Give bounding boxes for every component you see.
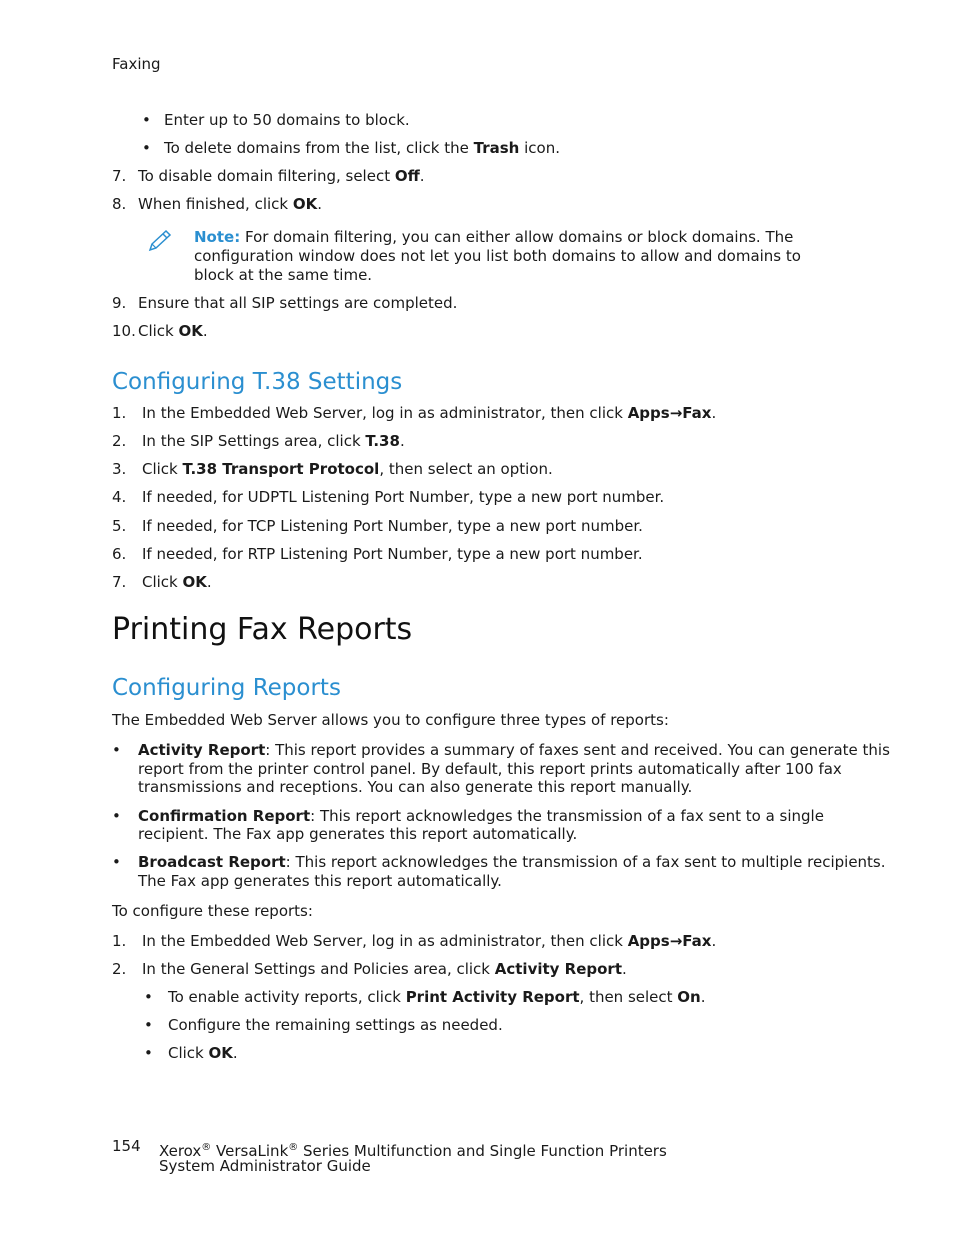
bullet-icon: •: [142, 139, 151, 157]
intro-paragraph: The Embedded Web Server allows you to configure three types of reports:: [112, 711, 669, 729]
bullet-icon: •: [142, 111, 151, 129]
list-item: • Activity Report: This report provides a summary of faxes sent and received. You can generate this: [112, 741, 890, 759]
step-item: 5. If needed, for TCP Listening Port Number, type a new port number.: [112, 517, 643, 535]
paragraph: To configure these reports:: [112, 902, 313, 920]
note-line-1: Note: For domain filtering, you can either allow domains or block domains. The: [194, 228, 794, 246]
step-item: 9. Ensure that all SIP settings are completed.: [112, 294, 458, 312]
bullet-icon: •: [112, 741, 121, 759]
running-header: Faxing: [112, 55, 161, 73]
bullet-icon: •: [112, 807, 121, 825]
list-item-continuation: transmissions and receptions. You can also generate this report manually.: [138, 778, 693, 796]
list-item: • To delete domains from the list, click the Trash icon.: [142, 139, 560, 157]
step-item: 6. If needed, for RTP Listening Port Number, type a new port number.: [112, 545, 643, 563]
page-title: Printing Fax Reports: [112, 612, 413, 647]
list-item: • To enable activity reports, click Print Activity Report, then select On.: [144, 988, 706, 1006]
bullet-icon: •: [112, 853, 121, 871]
bullet-icon: •: [144, 988, 153, 1006]
list-item: • Broadcast Report: This report acknowledges the transmission of a fax sent to multiple recipients.: [112, 853, 886, 871]
step-item: 1. In the Embedded Web Server, log in as administrator, then click Apps→Fax.: [112, 404, 717, 422]
step-item: 3. Click T.38 Transport Protocol, then select an option.: [112, 460, 553, 478]
list-item: • Confirmation Report: This report acknowledges the transmission of a fax sent to a single: [112, 807, 824, 825]
list-item: • Click OK.: [144, 1044, 238, 1062]
pencil-icon: [146, 228, 174, 258]
footer-line-1: Xerox® VersaLink® Series Multifunction and Single Function Printers: [159, 1142, 667, 1160]
note-line-3: block at the same time.: [194, 266, 373, 284]
step-item: 7. Click OK.: [112, 573, 212, 591]
step-item: 7. To disable domain filtering, select Off.: [112, 167, 425, 185]
bullet-icon: •: [144, 1044, 153, 1062]
list-item-continuation: The Fax app generates this report automatically.: [138, 872, 502, 890]
step-item: 2. In the General Settings and Policies area, click Activity Report.: [112, 960, 627, 978]
step-item: 2. In the SIP Settings area, click T.38.: [112, 432, 405, 450]
list-item: • Enter up to 50 domains to block.: [142, 111, 410, 129]
list-item: • Configure the remaining settings as needed.: [144, 1016, 503, 1034]
bullet-icon: •: [144, 1016, 153, 1034]
list-item-continuation: recipient. The Fax app generates this report automatically.: [138, 825, 578, 843]
page-number: 154: [112, 1137, 141, 1155]
step-item: 8. When finished, click OK.: [112, 195, 323, 213]
note-label: Note:: [194, 228, 241, 246]
section-heading: Configuring Reports: [112, 675, 341, 701]
step-item: 10. Click OK.: [112, 322, 208, 340]
step-item: 4. If needed, for UDPTL Listening Port Number, type a new port number.: [112, 488, 665, 506]
list-item-continuation: report from the printer control panel. By default, this report prints automatically after 100 fax: [138, 760, 842, 778]
step-item: 1. In the Embedded Web Server, log in as administrator, then click Apps→Fax.: [112, 932, 717, 950]
footer-line-2: System Administrator Guide: [159, 1157, 371, 1175]
note-line-2: configuration window does not let you list both domains to allow and domains to: [194, 247, 801, 265]
section-heading: Configuring T.38 Settings: [112, 369, 403, 395]
